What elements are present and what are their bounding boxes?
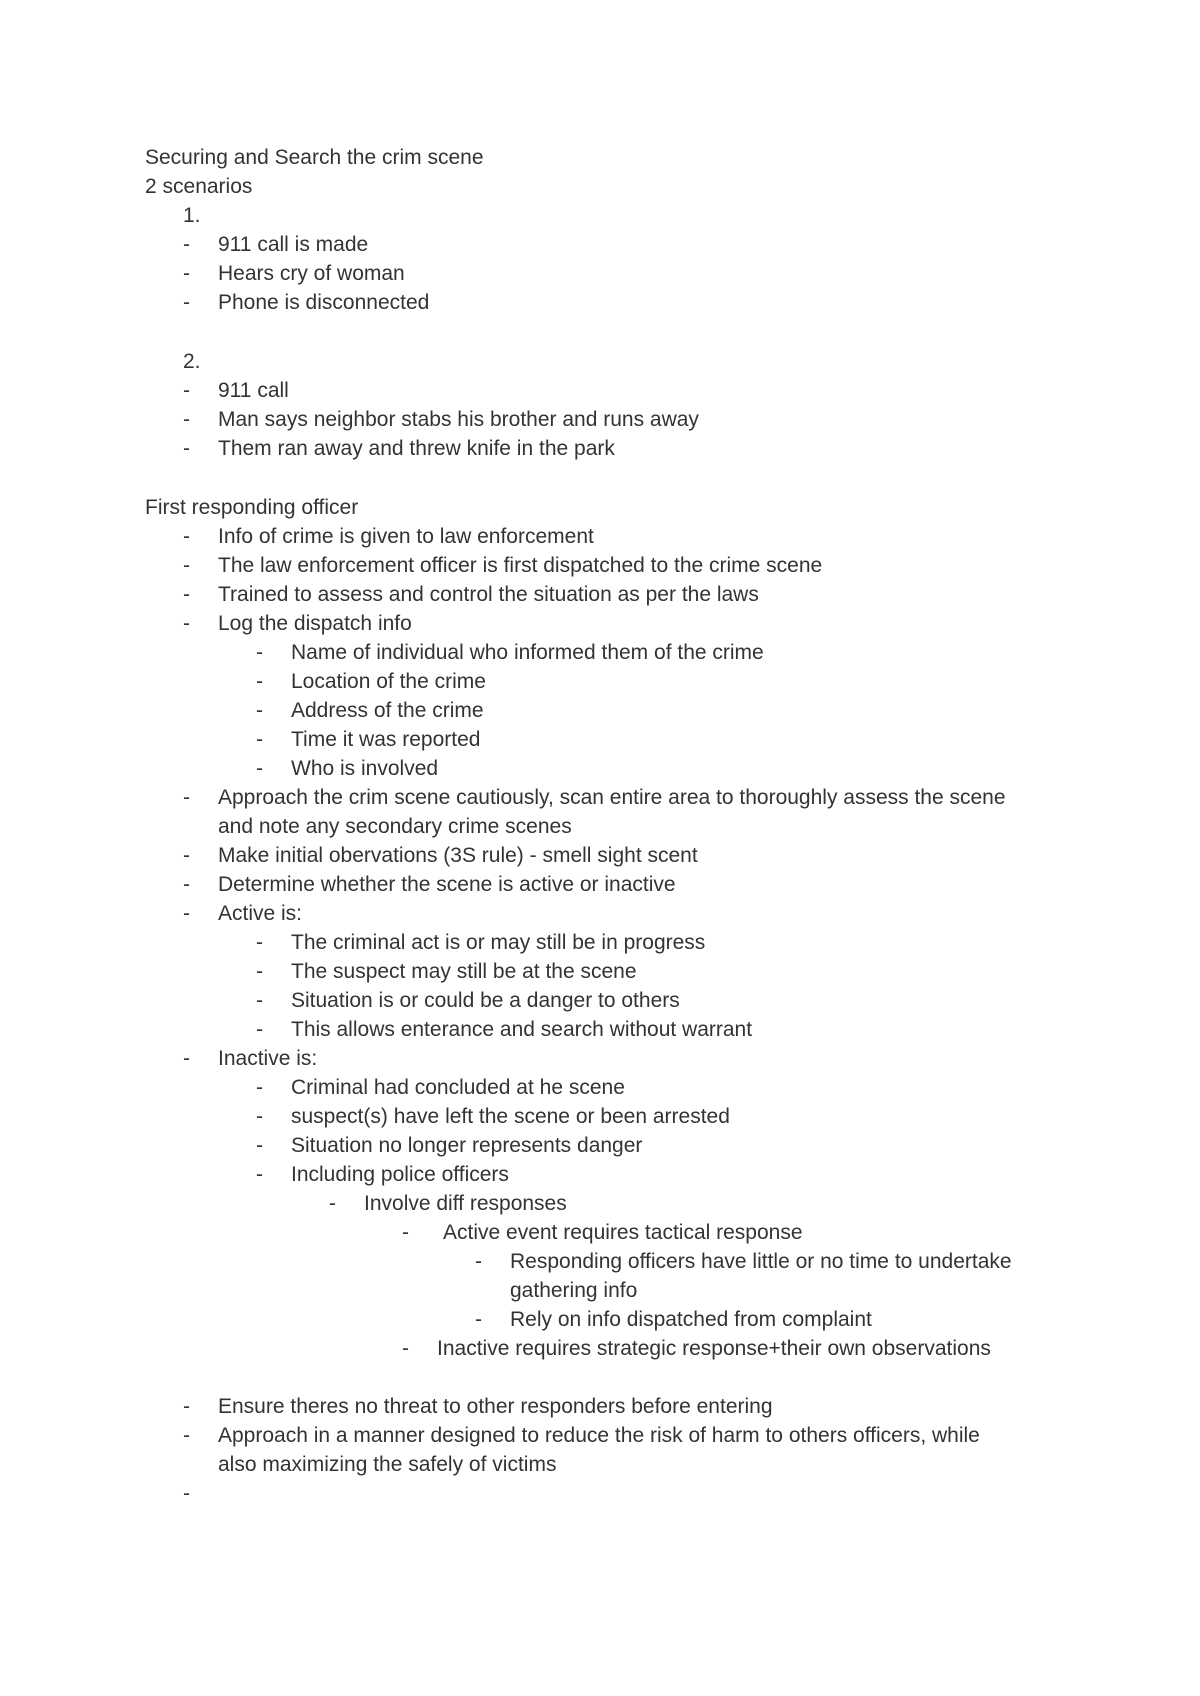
document-page: Securing and Search the crim scene 2 scenarios 1. - 911 call is made - Hears cry of woman - Phone is disconnected 2. - 911 call - Man says neighbor stabs his brother and runs away - Them ran away and threw knife in the park First responding officer - Info of crime is given to law enforcement - The law enforcement officer is first dispatched to the crime scene - Trained to assess and control the situation as per the laws - Log the dispatch info - Name of individual who informed them of the crime - Location of the crime - Address of the crime - Time it was reported - Who is involved - Approach the crim scene cautiously, scan entire area to thoroughly assess the scene and note any secondary crime scenes - Make initial obervations (3S rule) - smell sight scent - Determine whether the scene is active or inactive - Active is: - The criminal act is or may still be in progress - The suspect may still be at the scene - Situation is or could be a danger to others - This allows enterance and search without warrant - Inactive is: - Criminal had concluded at he scene - suspect(s) have left the scene or been arrested - Situation no longer represents danger - Including police officers - Involve diff responses - Active event requires tactical response - Responding officers have little or no time to undertake gathering info - Rely on info dispatched from complaint - Inactive requires strategic response+their own observations - Ensure theres no threat to other responders before entering - Approach in a manner designed to reduce the risk of harm to others officers, while also maximizing the safely of victims - (145, 146, 1012, 1505)
